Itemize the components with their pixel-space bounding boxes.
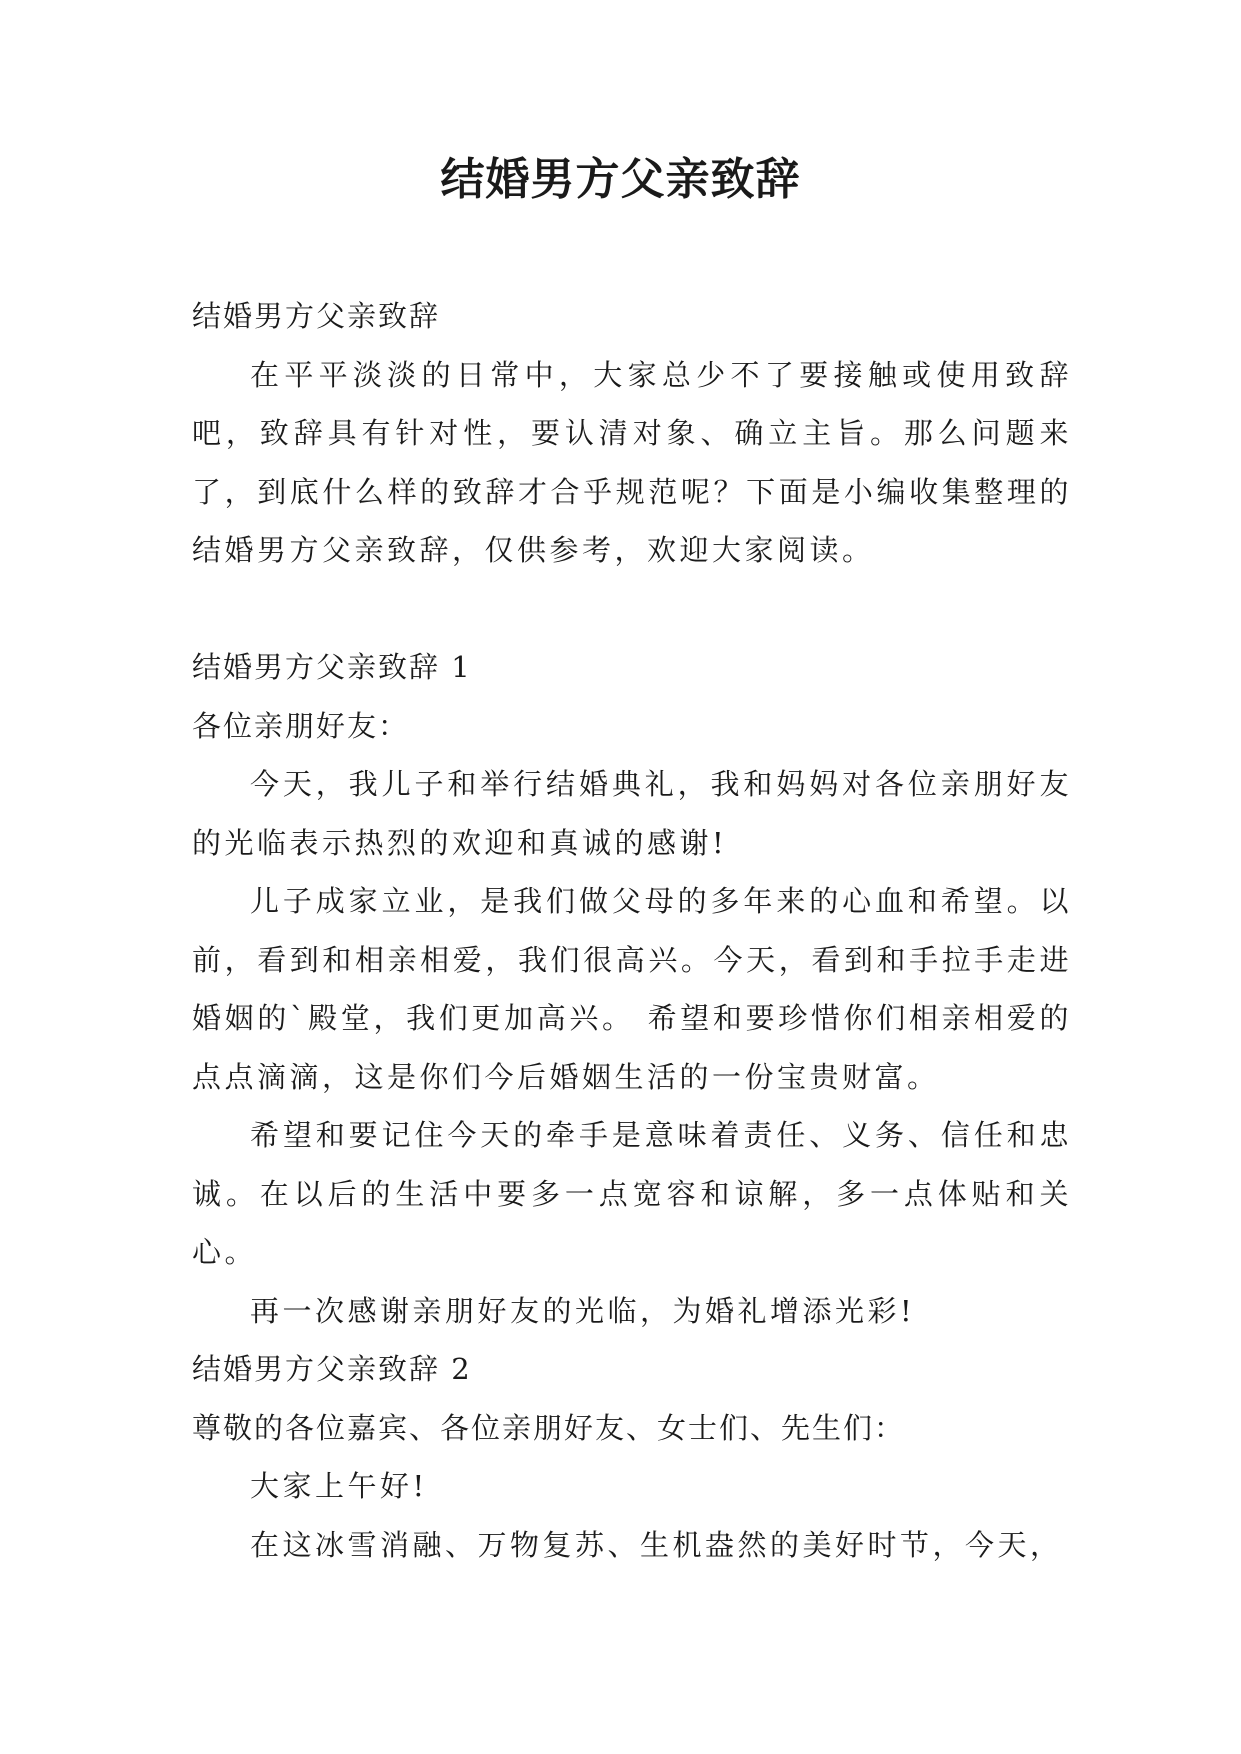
document-body — [192, 287, 1072, 1574]
speech-1-paragraph-2: 儿子成家立业，是我们做父母的多年来的心血和希望。以前，看到和相亲相爱，我们很高兴。今天，看到和手拉手走进婚姻的`殿堂，我们更加高兴。 希望和要珍惜你们相亲相爱的点点滴滴，这是你们今后婚姻生活的一份宝贵财富。 — [192, 884, 1072, 1094]
speech-1-paragraph-1: 今天，我儿子和举行结婚典礼，我和妈妈对各位亲朋好友的光临表示热烈的欢迎和真诚的感谢! — [192, 767, 1072, 860]
document-title: 结婚男方父亲致辞 — [440, 154, 801, 205]
speech-2-salutation: 尊敬的各位嘉宾、各位亲朋好友、女士们、先生们： — [192, 1410, 906, 1445]
speech-2-paragraph-1: 大家上午好! — [250, 1469, 428, 1503]
section-subtitle: 结婚男方父亲致辞 — [192, 299, 441, 333]
section-spacer — [192, 580, 1072, 639]
speech-1-salutation: 各位亲朋好友： — [192, 708, 410, 743]
intro-paragraph: 在平平淡淡的日常中，大家总少不了要接触或使用致辞吧，致辞具有针对性，要认清对象、确立主旨。那么问题来了，到底什么样的致辞才合乎规范呢？下面是小编收集整理的结婚男方父亲致辞，仅供参考，欢迎大家阅读。 — [192, 357, 1072, 567]
speech-1-paragraph-3: 希望和要记住今天的牵手是意味着责任、义务、信任和忠诚。在以后的生活中要多一点宽容和谅解，多一点体贴和关心。 — [192, 1118, 1072, 1269]
speech-1-paragraph-4: 再一次感谢亲朋好友的光临，为婚礼增添光彩! — [250, 1293, 916, 1328]
speech-2-paragraph-2: 在这冰雪消融、万物复苏、生机盎然的美好时节，今天， — [250, 1527, 1063, 1562]
speech-2-heading: 结婚男方父亲致辞 2 — [192, 1352, 472, 1386]
speech-1-heading: 结婚男方父亲致辞 1 — [192, 650, 472, 684]
